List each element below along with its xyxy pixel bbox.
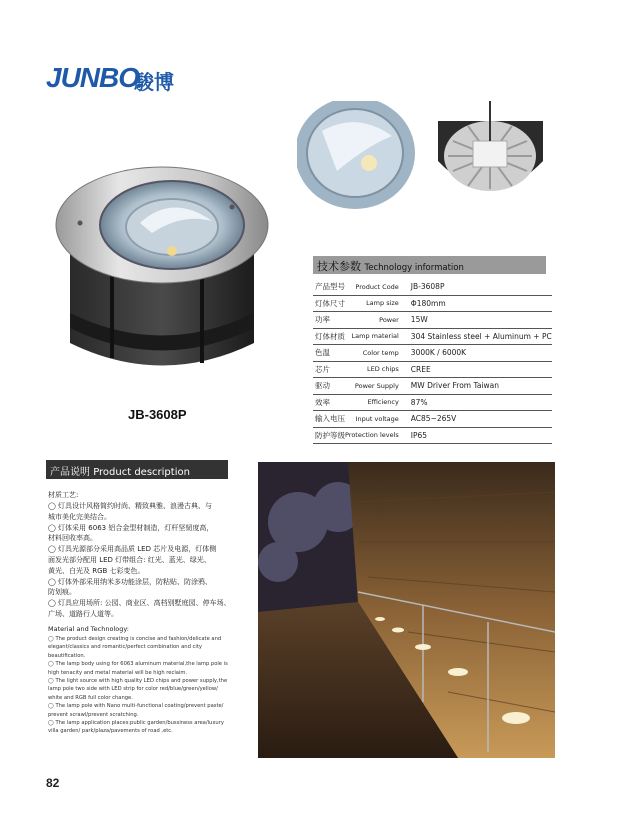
description-line: ◯ The product design creating is concise and fashion/delicate and [48, 636, 222, 642]
description-line: 黄光、白光及 RGB 七彩变色。 [48, 566, 145, 575]
tech-spec-value: 304 Stainless steel + Aluminum + PC [407, 328, 552, 345]
tech-spec-label-cn: 灯体尺寸 [313, 295, 345, 312]
description-line: lamp pole two side with LED strip for color red/blue/green/yellow/ [48, 686, 218, 693]
description-line: 城市美化完美结合。 [48, 512, 111, 521]
description-en-title: Material and Technology: [48, 625, 129, 633]
tech-title-cn: 技术参数 [317, 260, 361, 273]
tech-spec-label-en: Power [345, 312, 407, 329]
tech-spec-value: JB-3608P [407, 279, 552, 295]
tech-spec-row [313, 345, 552, 362]
tech-spec-label-en: Lamp size [345, 295, 407, 312]
tech-spec-label-en: Power Supply [345, 378, 407, 395]
description-line: ◯ 灯具光源部分采用高品质 LED 芯片及电源，灯体侧 [48, 545, 217, 554]
description-header-en: Product description [93, 467, 190, 478]
tech-spec-label-en: Protection levels [345, 427, 407, 444]
description-line: ◯ 灯具设计风格简约时尚、精致典雅、浪漫古典、与 [48, 502, 213, 510]
description-line: elegant/classics and romantic/perfect combination and city [48, 644, 202, 651]
description-line: ◯ The light source with high quality LED chips and power supply,the [48, 678, 228, 685]
brand-logo [46, 60, 186, 94]
description-line: ◯ The lamp pole with Nano multi-functional coating/prevent paste/ [48, 703, 224, 710]
product-main-image [52, 163, 272, 393]
tech-spec-row [313, 312, 552, 329]
description-line: high tenacity and metal material will be high reclaim. [48, 669, 188, 676]
tech-spec-row [313, 394, 552, 411]
tech-spec-label-en: Lamp material [345, 328, 407, 345]
tech-spec-value: AC85~265V [407, 411, 552, 428]
tech-spec-label-en: LED chips [345, 361, 407, 378]
tech-spec-label-en: Product Code [345, 279, 407, 295]
tech-spec-label-en: Efficiency [345, 394, 407, 411]
tech-spec-value: CREE [407, 361, 552, 378]
description-line: ◯ The lamp application places:public garden/bussiness area/luxury [48, 720, 224, 727]
installation-scene-photo [258, 462, 555, 758]
description-line: 广场、道路行人道等。 [48, 609, 118, 618]
tech-spec-label-cn: 功率 [313, 312, 345, 329]
tech-spec-row [313, 427, 552, 444]
detail-lens-image [297, 101, 422, 213]
description-line: 防划痕。 [48, 588, 76, 597]
description-line: 面发光部分配用 LED 灯带组合: 红光、蓝光、绿光、 [48, 555, 211, 564]
logo-latin-text: JUNBO [46, 62, 140, 93]
description-en-list [48, 635, 258, 736]
description-line: beautification. [48, 652, 86, 659]
tech-spec-value: 87% [407, 394, 552, 411]
description-line: prevent scrawl/prevent scratching. [48, 711, 139, 718]
tech-spec-row [313, 328, 552, 345]
tech-spec-label-cn: 效率 [313, 394, 345, 411]
tech-spec-value: 3000K / 6000K [407, 345, 552, 362]
tech-spec-table [313, 279, 552, 444]
tech-spec-row [313, 378, 552, 395]
tech-spec-label-cn: 防护等级 [313, 427, 345, 444]
description-line: ◯ 灯具应用场所: 公园、商业区、高档别墅庭园、停车场、 [48, 599, 231, 608]
description-line: 材料回收率高。 [48, 534, 97, 543]
tech-spec-row [313, 361, 552, 378]
tech-spec-label-en: Input voltage [345, 411, 407, 428]
description-line: ◯ 灯体采用 6063 铝合金型材制造，灯杆坚韧度高， [48, 523, 214, 532]
tech-spec-row [313, 279, 552, 295]
tech-spec-label-cn: 输入电压 [313, 411, 345, 428]
tech-spec-row [313, 295, 552, 312]
description-cn-title: 材质工艺: [48, 491, 79, 499]
tech-spec-value: MW Driver From Taiwan [407, 378, 552, 395]
tech-spec-value: IP65 [407, 427, 552, 444]
tech-spec-label-cn: 色温 [313, 345, 345, 362]
tech-info-header [313, 256, 546, 274]
description-header-cn: 产品说明 [50, 467, 90, 478]
logo-chinese-text: 駿博 [134, 70, 174, 94]
description-line: ◯ 灯体外部采用纳米多功能涂层，防粘贴、防涂鸦、 [48, 577, 213, 586]
tech-spec-value: Φ180mm [407, 295, 552, 312]
description-line: white and RGB full color change. [48, 694, 133, 701]
detail-heatsink-image [428, 101, 553, 213]
tech-title-en: Technology information [364, 263, 464, 273]
tech-spec-label-cn: 产品型号 [313, 279, 345, 295]
tech-spec-label-cn: 芯片 [313, 361, 345, 378]
tech-spec-label-cn: 驱动 [313, 378, 345, 395]
description-header [46, 460, 228, 479]
description-line: ◯ The lamp body using for 6063 aluminum material,the lamp pole is [48, 661, 228, 668]
tech-spec-row [313, 411, 552, 428]
tech-spec-label-en: Color temp [345, 345, 407, 362]
description-cn-list [48, 501, 258, 620]
product-model-caption: JB-3608P [128, 407, 187, 422]
tech-spec-value: 15W [407, 312, 552, 329]
tech-spec-label-cn: 灯体材质 [313, 328, 345, 345]
description-line: villa garden/ park/plaza/pavements of road ,etc. [48, 728, 173, 735]
page-number: 82 [46, 776, 60, 790]
